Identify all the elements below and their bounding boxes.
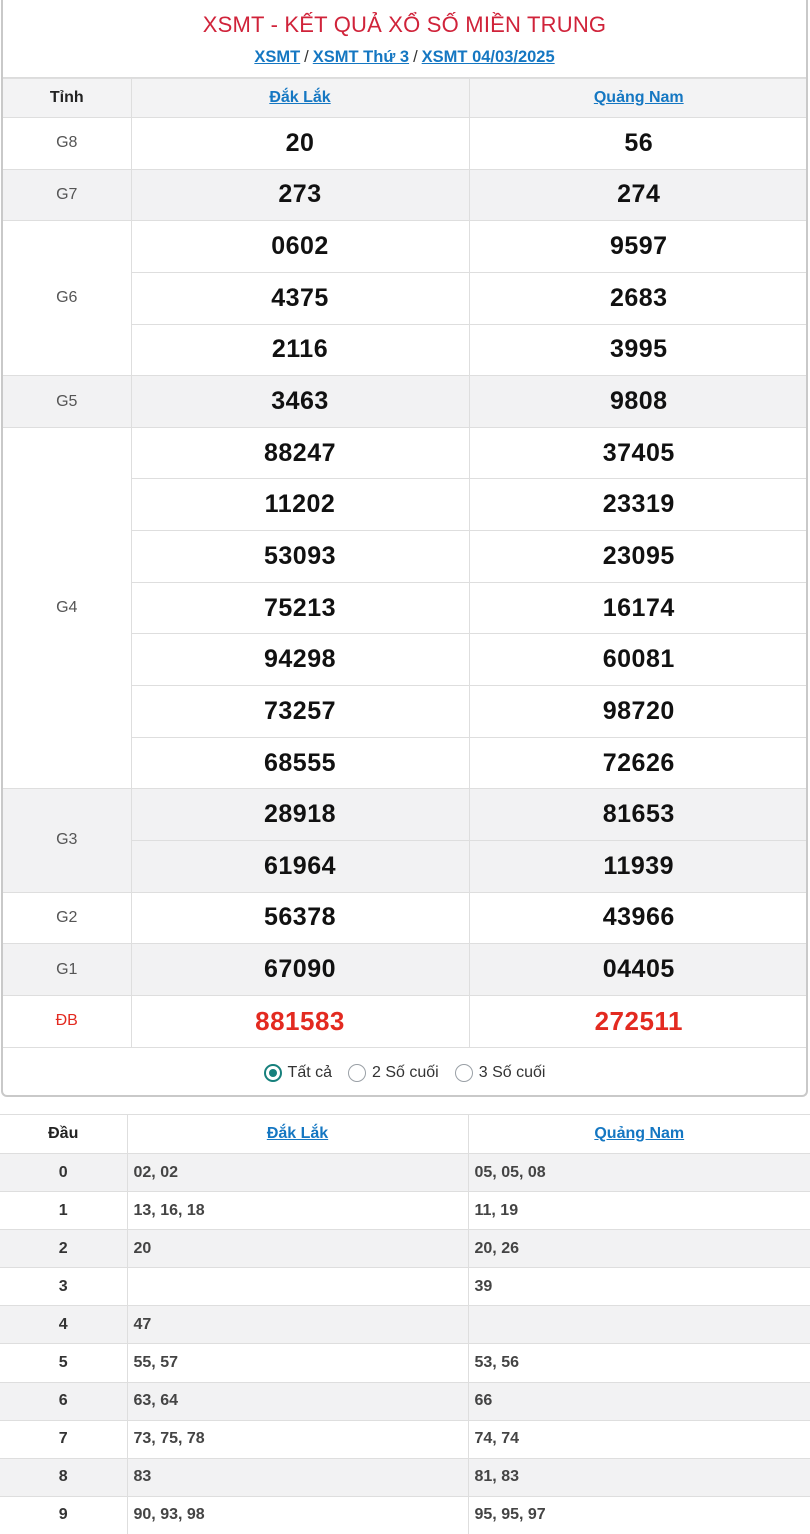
loto-row [0, 1230, 810, 1268]
filter-option-last-3[interactable] [455, 1064, 546, 1082]
loto-values: 13, 16, 18 [127, 1192, 468, 1230]
prize-number: 43966 [469, 892, 808, 944]
loto-values [127, 1268, 468, 1306]
results-card [1, 0, 808, 1097]
prize-number: 11939 [469, 840, 808, 892]
results-body [3, 118, 808, 1048]
prize-row [3, 221, 808, 273]
loto-table [0, 1114, 810, 1534]
province-column-header: Tỉnh [3, 79, 131, 118]
prize-number: 23095 [469, 531, 808, 583]
prize-row [3, 376, 808, 428]
loto-values: 73, 75, 78 [127, 1420, 468, 1458]
loto-row [0, 1154, 810, 1192]
prize-number: 23319 [469, 479, 808, 531]
prize-row [3, 118, 808, 170]
loto-values: 47 [127, 1306, 468, 1344]
radio-unchecked-icon[interactable] [455, 1064, 473, 1082]
prize-number: 16174 [469, 582, 808, 634]
filter-option-label: Tất cả [287, 1063, 333, 1081]
loto-values: 02, 02 [127, 1154, 468, 1192]
prize-row [3, 892, 808, 944]
prize-label: G4 [3, 427, 131, 788]
province-link-dak-lak[interactable]: Đắk Lắk [269, 89, 331, 106]
prize-number: 4375 [131, 272, 469, 324]
head-digit: 9 [0, 1496, 127, 1534]
prize-number: 274 [469, 169, 808, 221]
radio-unchecked-icon[interactable] [348, 1064, 366, 1082]
loto-row [0, 1192, 810, 1230]
prize-number: 20 [131, 118, 469, 170]
loto-row [0, 1306, 810, 1344]
loto-values: 66 [468, 1382, 810, 1420]
prize-number: 67090 [131, 944, 469, 996]
loto-values: 63, 64 [127, 1382, 468, 1420]
prize-number: 04405 [469, 944, 808, 996]
special-prize-number: 272511 [469, 995, 808, 1047]
results-header [3, 0, 806, 78]
prize-number: 81653 [469, 789, 808, 841]
breadcrumb-weekday-link[interactable]: XSMT Thứ 3 [312, 48, 410, 66]
head-digit: 1 [0, 1192, 127, 1230]
loto-values: 20 [127, 1230, 468, 1268]
prize-number: 56 [469, 118, 808, 170]
radio-checked-icon[interactable] [264, 1064, 282, 1082]
prize-number: 0602 [131, 221, 469, 273]
breadcrumb-date-link[interactable]: XSMT 04/03/2025 [421, 48, 555, 66]
prize-number: 53093 [131, 531, 469, 583]
prize-row [3, 427, 808, 479]
breadcrumb [3, 48, 806, 67]
loto-province-link-dak-lak[interactable]: Đắk Lắk [266, 1125, 329, 1142]
filter-option-all[interactable] [264, 1064, 332, 1082]
prize-number: 9808 [469, 376, 808, 428]
loto-values: 20, 26 [468, 1230, 810, 1268]
loto-values: 95, 95, 97 [468, 1496, 810, 1534]
prize-label: G5 [3, 376, 131, 428]
head-digit: 2 [0, 1230, 127, 1268]
loto-values [468, 1306, 810, 1344]
prize-label: ĐB [3, 995, 131, 1047]
prize-number: 2683 [469, 272, 808, 324]
prize-label: G6 [3, 221, 131, 376]
head-digit: 7 [0, 1420, 127, 1458]
province-link-quang-nam[interactable]: Quảng Nam [593, 89, 684, 106]
breadcrumb-xsmt-link[interactable]: XSMT [254, 48, 301, 66]
loto-header-quang-nam [468, 1115, 810, 1154]
province-header-quang-nam [469, 79, 808, 118]
head-digit: 5 [0, 1344, 127, 1382]
loto-body [0, 1154, 810, 1534]
head-digit: 8 [0, 1458, 127, 1496]
prize-label: G1 [3, 944, 131, 996]
results-table [3, 78, 808, 1048]
filter-option-label: 3 Số cuối [478, 1063, 546, 1081]
loto-header-row [0, 1115, 810, 1154]
prize-number: 11202 [131, 479, 469, 531]
province-header-dak-lak [131, 79, 469, 118]
prize-label: G2 [3, 892, 131, 944]
loto-values: 11, 19 [468, 1192, 810, 1230]
prize-number: 72626 [469, 737, 808, 789]
loto-row [0, 1420, 810, 1458]
loto-values: 74, 74 [468, 1420, 810, 1458]
loto-row [0, 1382, 810, 1420]
prize-number: 88247 [131, 427, 469, 479]
prize-number: 9597 [469, 221, 808, 273]
filter-option-label: 2 Số cuối [372, 1063, 439, 1081]
loto-row [0, 1458, 810, 1496]
filter-option-last-2[interactable] [348, 1064, 439, 1082]
head-digit: 3 [0, 1268, 127, 1306]
breadcrumb-separator: / [304, 48, 309, 66]
prize-number: 61964 [131, 840, 469, 892]
prize-row [3, 995, 808, 1047]
loto-row [0, 1268, 810, 1306]
results-header-row [3, 79, 808, 118]
loto-values: 55, 57 [127, 1344, 468, 1382]
loto-values: 39 [468, 1268, 810, 1306]
loto-values: 83 [127, 1458, 468, 1496]
prize-number: 60081 [469, 634, 808, 686]
prize-number: 3995 [469, 324, 808, 376]
breadcrumb-separator: / [413, 48, 418, 66]
prize-row [3, 169, 808, 221]
prize-number: 37405 [469, 427, 808, 479]
prize-number: 68555 [131, 737, 469, 789]
prize-label: G7 [3, 169, 131, 221]
head-digit: 6 [0, 1382, 127, 1420]
page-title: XSMT - KẾT QUẢ XỔ SỐ MIỀN TRUNG [202, 12, 607, 37]
head-digit: 4 [0, 1306, 127, 1344]
prize-number: 3463 [131, 376, 469, 428]
prize-number: 273 [131, 169, 469, 221]
prize-number: 98720 [469, 686, 808, 738]
digit-filter [3, 1048, 806, 1097]
prize-row [3, 944, 808, 996]
prize-label: G3 [3, 789, 131, 892]
loto-values: 53, 56 [468, 1344, 810, 1382]
head-digit-column-header: Đầu [0, 1115, 127, 1154]
loto-values: 90, 93, 98 [127, 1496, 468, 1534]
loto-header-dak-lak [127, 1115, 468, 1154]
prize-number: 56378 [131, 892, 469, 944]
loto-row [0, 1344, 810, 1382]
prize-row [3, 789, 808, 841]
prize-number: 94298 [131, 634, 469, 686]
prize-number: 28918 [131, 789, 469, 841]
special-prize-number: 881583 [131, 995, 469, 1047]
loto-values: 81, 83 [468, 1458, 810, 1496]
prize-label: G8 [3, 118, 131, 170]
prize-number: 75213 [131, 582, 469, 634]
loto-values: 05, 05, 08 [468, 1154, 810, 1192]
loto-row [0, 1496, 810, 1534]
prize-number: 2116 [131, 324, 469, 376]
prize-number: 73257 [131, 686, 469, 738]
loto-province-link-quang-nam[interactable]: Quảng Nam [594, 1125, 685, 1142]
head-digit: 0 [0, 1154, 127, 1192]
